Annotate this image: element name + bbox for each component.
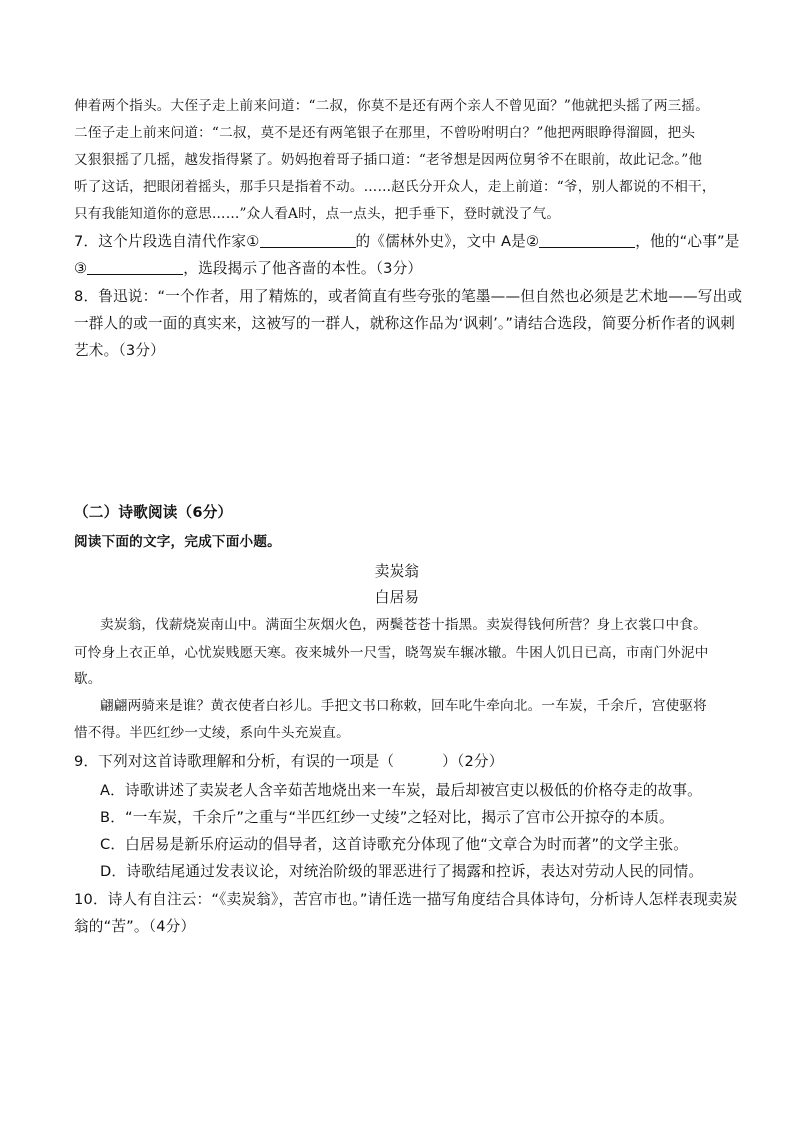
poem-title: 卖炭翁	[374, 563, 420, 580]
q9-option-a: A．诗歌讲述了卖炭老人含辛茹苦地烧出来一车炭，最后却被宫吏以极低的价格夺走的故事。	[100, 782, 702, 799]
passage-line-5: 只有我能知道你的意思……”众人看A时，点一点头，把手垂下，登时就没了气。	[74, 206, 561, 222]
question-8-line-3: 艺术。（3分）	[74, 342, 165, 359]
section-heading: （二）诗歌阅读（6分）	[74, 504, 233, 521]
passage-line-1: 伸着两个指头。大侄子走上前来问道：“二叔，你莫不是还有两个亲人不曾见面？”他就把头摇了两三摇。	[74, 98, 710, 114]
question-10-line-2: 翁的“苦”。（4分）	[74, 918, 196, 935]
passage-line-3: 又狠狠摇了几摇，越发指得紧了。奶妈抱着哥子插口道：“老爷想是因两位舅爷不在眼前，故此记念。”他	[74, 152, 703, 168]
q7-text-c: ，他的“心事”是	[635, 233, 740, 250]
q7-text-d: ③	[74, 260, 88, 277]
question-9-stem	[74, 752, 504, 772]
passage-line-4: 听了这话，把眼闭着摇头，那手只是指着不动。……赵氏分开众人，走上前道：“爷，别人都说的不相干，	[74, 179, 716, 195]
q7-text-a: 7．这个片段选自清代作家①	[74, 233, 260, 250]
poem-stanza-2-line-2: 惜不得。半匹红纱一丈绫，系向牛头充炭直。	[74, 725, 350, 741]
question-7-line-2	[74, 259, 422, 279]
q9-option-d: D．诗歌结尾通过发表议论，对统治阶级的罪恶进行了揭露和控诉，表达对劳动人民的同情。	[100, 863, 704, 880]
q9-stem-text-a: 9．下列对这首诗歌理解和分析，有误的一项是（	[74, 753, 395, 770]
section-instruction: 阅读下面的文字，完成下面小题。	[74, 534, 281, 550]
passage-line-2: 二侄子走上前来问道：“二叔，莫不是还有两笔银子在那里，不曾吩咐明白？”他把两眼睁得溜圆，把头	[74, 125, 696, 141]
q7-blank-2[interactable]	[539, 233, 635, 248]
poem-author: 白居易	[374, 589, 420, 606]
poem-stanza-1-line-3: 歇。	[74, 671, 102, 687]
q9-option-c: C．白居易是新乐府运动的倡导者，这首诗歌充分体现了他“文章合为时而著”的文学主张。	[100, 836, 689, 853]
q7-blank-1[interactable]	[260, 233, 356, 248]
q9-stem-text-b: ）（2分）	[442, 753, 504, 770]
question-8-line-1: 8．鲁迅说：“一个作者，用了精炼的，或者简直有些夸张的笔墨——但自然也必须是艺术地——写出或	[74, 288, 743, 305]
poem-stanza-1-line-2: 可怜身上衣正单，心忧炭贱愿天寒。夜来城外一尺雪，晓驾炭车辗冰辙。牛困人饥日已高，市南门外泥中	[74, 645, 709, 661]
q7-blank-3[interactable]	[87, 260, 183, 275]
q7-text-b: 的《儒林外史》，文中 A是②	[355, 233, 540, 250]
question-8-line-2: 一群人的或一面的真实来，这被写的一群人，就称这作品为‘讽刺’。”请结合选段，简要分析作者的讽刺	[74, 315, 736, 332]
q7-text-e: ，选段揭示了他吝啬的本性。（3分）	[183, 260, 423, 277]
q9-option-b: B．“一车炭，千余斤”之重与“半匹红纱一丈绫”之轻对比，揭示了宫市公开掠夺的本质。	[100, 809, 674, 826]
poem-stanza-1-line-1: 卖炭翁，伐薪烧炭南山中。满面尘灰烟火色，两鬓苍苍十指黑。卖炭得钱何所营？身上衣裳口中食。	[100, 617, 707, 633]
poem-stanza-2-line-1: 翩翩两骑来是谁？黄衣使者白衫儿。手把文书口称敕，回车叱牛牵向北。一车炭，千余斤，宫使驱将	[100, 698, 707, 714]
question-10-line-1: 10．诗人有自注云：“《卖炭翁》，苦宫市也。”请任选一描写角度结合具体诗句，分析诗人怎样表现卖炭	[74, 891, 738, 908]
question-7-line-1	[74, 232, 740, 252]
